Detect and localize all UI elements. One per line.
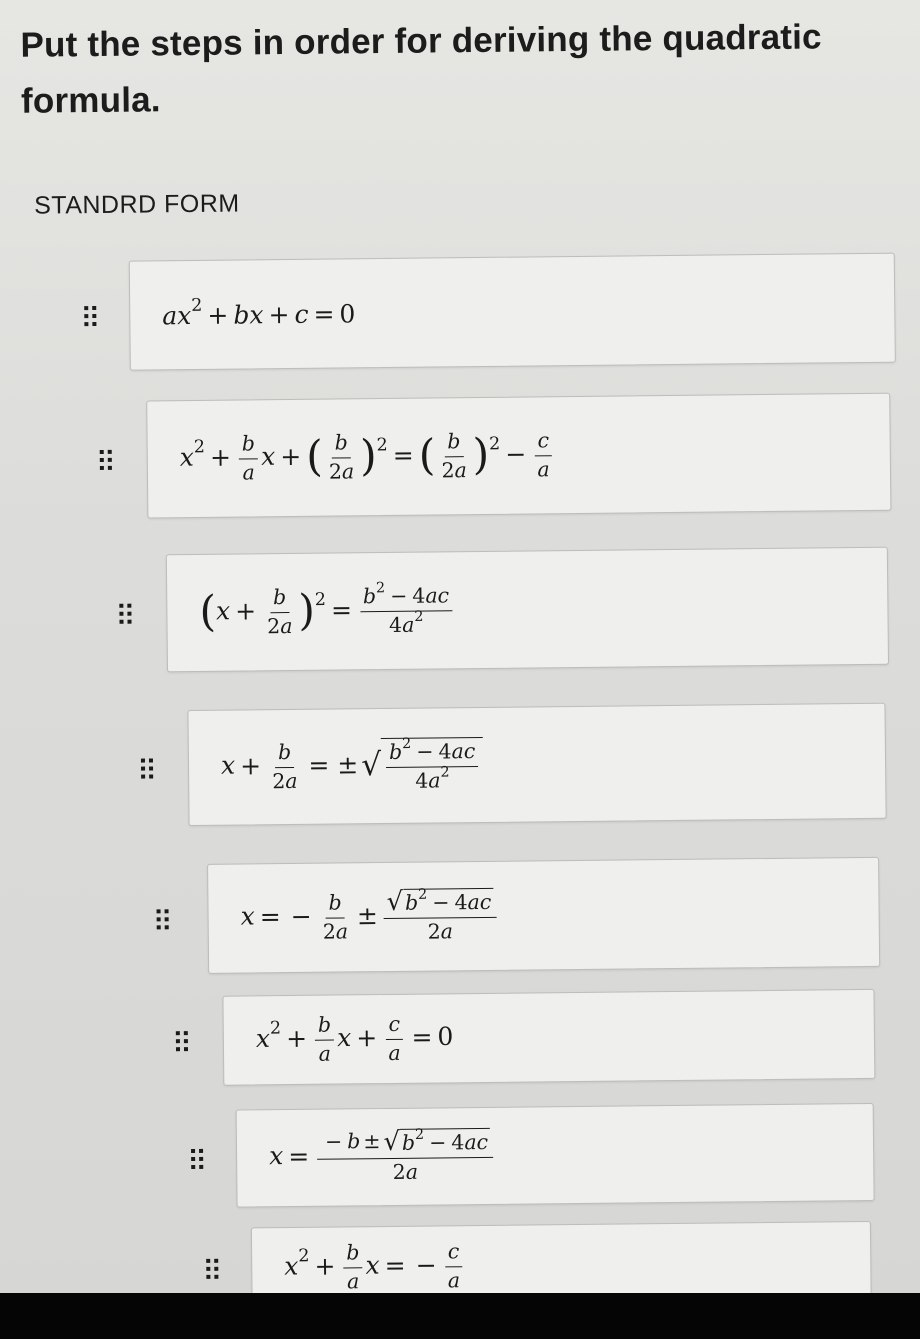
step-card[interactable] — [129, 253, 896, 371]
step-row-5[interactable] — [155, 857, 880, 975]
step-row-2[interactable] — [98, 393, 891, 519]
step-math: $ax^2$ + bx + c = 0 — [162, 295, 356, 330]
question-prompt — [20, 9, 901, 130]
drag-handle-icon[interactable] — [156, 908, 170, 930]
step-card[interactable] — [187, 703, 886, 826]
step-row-4[interactable] — [139, 703, 886, 827]
step-card[interactable] — [146, 393, 891, 519]
step-row-3[interactable] — [118, 547, 889, 673]
drag-handle-icon[interactable] — [118, 603, 132, 625]
step-math: x + $\frac{b}{2a}$ = ± √ $\frac{b^2 - 4ac}{4a^2}$ — [221, 737, 484, 795]
question-line-2: formula. — [20, 80, 161, 121]
question-line-1: Put the steps in order for deriving the quadratic — [20, 17, 822, 65]
screen-bottom-edge — [0, 1293, 920, 1339]
step-card[interactable] — [222, 989, 875, 1086]
step-math: $x^2$ + $\frac{b}{a}$ x = − $\frac{c}{a}$ — [284, 1240, 466, 1294]
drag-handle-icon[interactable] — [83, 305, 97, 327]
step-row-1[interactable] — [83, 253, 896, 371]
section-label: STANDRD FORM — [34, 189, 240, 220]
drag-handle-icon[interactable] — [190, 1148, 204, 1170]
step-math: $x^2$ + $\frac{b}{a}$ x + $\frac{c}{a}$ = 0 — [255, 1011, 454, 1066]
step-card[interactable] — [207, 857, 880, 974]
drag-handle-icon[interactable] — [205, 1258, 219, 1280]
step-math: $x^2$ + $\frac{b}{a}$ x + ( $\frac{b}{2a}$ )$^2$ = ( $\frac{b}{2a}$ )$^2$ − $\frac{c}{a}$ — [180, 429, 556, 485]
step-row-7[interactable] — [190, 1103, 875, 1208]
drag-handle-icon[interactable] — [175, 1030, 189, 1052]
step-math: (x + $\frac{b}{2a}$ )$^2$ = $\frac{b^2 - 4ac}{4a^2}$ — [199, 584, 455, 639]
step-math: x = − b ± √ $b^2 - 4ac$ 2a — [269, 1128, 497, 1186]
step-row-6[interactable] — [174, 989, 875, 1086]
step-card[interactable] — [236, 1103, 875, 1208]
step-card[interactable] — [166, 547, 889, 673]
drag-handle-icon[interactable] — [99, 449, 113, 471]
step-math: x = − $\frac{b}{2a}$ ± √ $b^2 - 4ac$ 2a — [240, 888, 499, 946]
drag-handle-icon[interactable] — [140, 757, 154, 779]
